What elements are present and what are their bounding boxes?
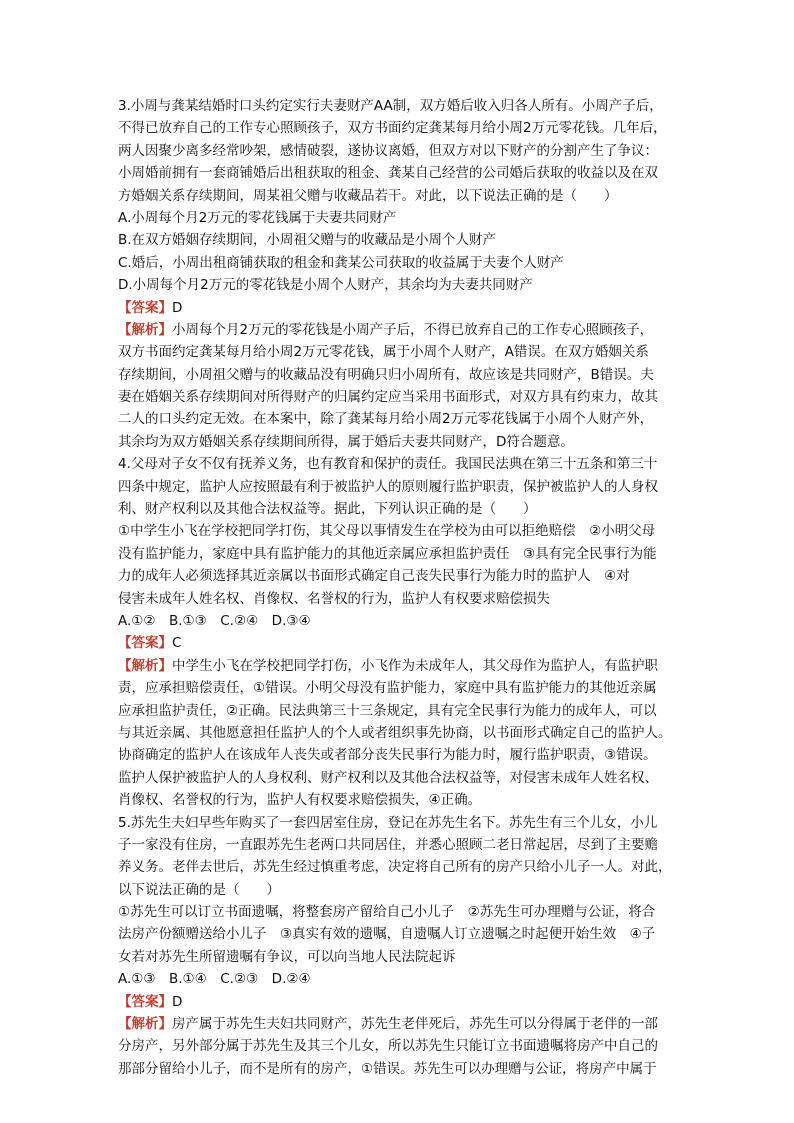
analysis-line	[118, 319, 684, 341]
stem-line: 利、财产权利以及其他合法权益等。据此，下列认识正确的是（ ）	[118, 501, 537, 518]
stem-line: 养义务。老伴去世后，苏先生经过慎重考虑，决定将自己所有的房产只给小儿子一人。对此，	[118, 859, 672, 876]
answer-value: C	[172, 635, 182, 652]
analysis-line: 肖像权、名誉权的行为，监护人有权要求赔偿损失，④正确。	[118, 792, 482, 809]
stem-line: 四条中规定，监护人应按照最有利于被监护人的原则履行监护职责，保护被监护人的人身权	[118, 478, 658, 495]
answer-tag: 【答案】	[118, 635, 172, 652]
stem-line: 子一家没有住房，一直跟苏先生老两口共同居住，并悉心照顾二老日常起居，尽到了主要赡	[118, 836, 658, 853]
analysis-line: 存续期间，小周祖父赠与的收藏品没有明确只归小周所有，故应该是共同财产，B错误。夫	[118, 366, 654, 383]
stem-line: 以下说法正确的是（ ）	[118, 881, 280, 898]
analysis-line: 其余均为双方婚姻关系存续期间所得，属于婚后夫妻共同财产，D符合题意。	[118, 433, 574, 450]
analysis-line: 那部分留给小儿子，而不是所有的房产，①错误。苏先生可以办理赠与公证，将房产中属于	[118, 1060, 657, 1077]
analysis-block	[118, 1013, 684, 1080]
analysis-line	[118, 1013, 684, 1035]
question-5	[118, 812, 684, 1081]
analysis-line: 应承担监护责任，②正确。民法典第三十三条规定，具有完全民事行为能力的成年人，可以	[118, 702, 657, 719]
analysis-text: 房产属于苏先生夫妇共同财产，苏先生老伴死后，苏先生可以分得属于老伴的一部	[172, 1016, 658, 1033]
analysis-line: 责，应承担赔偿责任，①错误。小明父母没有监护能力，家庭中具有监护能力的其他近亲属	[118, 680, 657, 697]
analysis-line: 分房产，另外部分属于苏先生及其三个儿女，所以苏先生只能订立书面遗嘱将房产中自己的	[118, 1038, 658, 1055]
choice-options: A.①③ B.①④ C.②③ D.②④	[118, 971, 311, 988]
analysis-block	[118, 319, 684, 453]
analysis-tag: 【解析】	[118, 657, 172, 674]
answer-line	[118, 991, 684, 1013]
analysis-line: 监护人保护被监护人的人身权利、财产权利以及其他合法权益等，对侵害未成年人姓名权、	[118, 769, 658, 786]
stem-line: 没有监护能力，家庭中具有监护能力的其他近亲属应承担监护责任 ③具有完全民事行为能	[118, 545, 657, 562]
answer-value: D	[172, 299, 183, 316]
question-3	[118, 95, 684, 453]
question-4-stem	[118, 453, 684, 610]
answer-line	[118, 297, 684, 319]
question-3-stem	[118, 95, 684, 207]
analysis-line: 双方书面约定龚某每月给小周2万元零花钱，属于小周个人财产，A错误。在双方婚姻关系	[118, 344, 649, 361]
option-c: C.婚后，小周出租商铺获取的租金和龚某公司获取的收益属于夫妻个人财产	[118, 254, 564, 271]
analysis-block	[118, 655, 684, 812]
stem-line: 4.父母对子女不仅有抚养义务，也有教育和保护的责任。我国民法典在第三十五条和第三十	[118, 456, 658, 473]
stem-line: 侵害未成年人姓名权、肖像权、名誉权的行为，监护人有权要求赔偿损失	[118, 590, 550, 607]
analysis-text: 小周每个月2万元的零花钱是小周产子后，不得已放弃自己的工作专心照顾孩子，	[172, 321, 654, 338]
answer-line	[118, 632, 684, 654]
question-4	[118, 453, 684, 811]
analysis-line	[118, 655, 684, 677]
analysis-line: 二人的口头约定无效。在本案中，除了龚某每月给小周2万元零花钱属于小周个人财产外，	[118, 411, 654, 428]
stem-line: 方婚姻关系存续期间，周某祖父赠与收藏品若干。对此，以下说法正确的是（ ）	[118, 187, 618, 204]
stem-line: 力的成年人必须选择其近亲属以书面形式确定自己丧失民事行为能力时的监护人 ④对	[118, 568, 630, 585]
stem-line: 两人因聚少离多经常吵架，感情破裂，遂协议离婚，但双方对以下财产的分割产生了争议：	[118, 142, 658, 159]
option-b: B.在双方婚姻存续期间，小周祖父赠与的收藏品是小周个人财产	[118, 232, 497, 249]
stem-line: 女若对苏先生所留遗嘱有争议，可以向当地人民法院起诉	[118, 948, 456, 965]
stem-line: 3.小周与龚某结婚时口头约定实行夫妻财产AA制，双方婚后收入归各人所有。小周产子后，	[118, 98, 663, 114]
stem-line: 法房产份额赠送给小儿子 ③真实有效的遗嘱，自遗嘱人订立遗嘱之时起便开始生效 ④子	[118, 926, 656, 943]
option-d: D.小周每个月2万元的零花钱是小周个人财产，其余均为夫妻共同财产	[118, 277, 533, 294]
question-5-stem	[118, 812, 684, 969]
answer-tag: 【答案】	[118, 993, 172, 1010]
analysis-line: 与其近亲属、其他愿意担任监护人的个人或者组织事先协商，以书面形式确定自己的监护人。	[118, 724, 672, 741]
answer-value: D	[172, 993, 183, 1010]
analysis-tag: 【解析】	[118, 1016, 172, 1033]
stem-line: ①中学生小飞在学校把同学打伤，其父母以事情发生在学校为由可以拒绝赔偿 ②小明父母	[118, 523, 656, 540]
stem-line: 小周婚前拥有一套商铺婚后出租获取的租金、龚某自己经营的公司婚后获取的收益以及在双	[118, 165, 658, 182]
option-a: A.小周每个月2万元的零花钱属于夫妻共同财产	[118, 209, 397, 226]
stem-line: ①苏先生可以订立书面遗嘱，将整套房产留给自己小儿子 ②苏先生可办理赠与公证，将合	[118, 904, 656, 921]
answer-tag: 【答案】	[118, 299, 172, 316]
analysis-tag: 【解析】	[118, 321, 172, 338]
analysis-text: 中学生小飞在学校把同学打伤，小飞作为未成年人，其父母作为监护人，有监护职	[172, 657, 658, 674]
stem-line: 不得已放弃自己的工作专心照顾孩子，双方书面约定龚某每月给小周2万元零花钱。几年后，	[118, 120, 667, 137]
stem-line: 5.苏先生夫妇早些年购买了一套四居室住房，登记在苏先生名下。苏先生有三个儿女，小儿	[118, 814, 658, 831]
choice-options: A.①② B.①③ C.②④ D.③④	[118, 612, 311, 629]
analysis-line: 协商确定的监护人在该成年人丧失或者部分丧失民事行为能力时，履行监护职责，③错误。	[118, 747, 657, 764]
analysis-line: 妻在婚姻关系存续期间对所得财产的归属约定应当采用书面形式，对双方具有约束力，故其	[118, 389, 658, 406]
document-page	[118, 95, 684, 1080]
